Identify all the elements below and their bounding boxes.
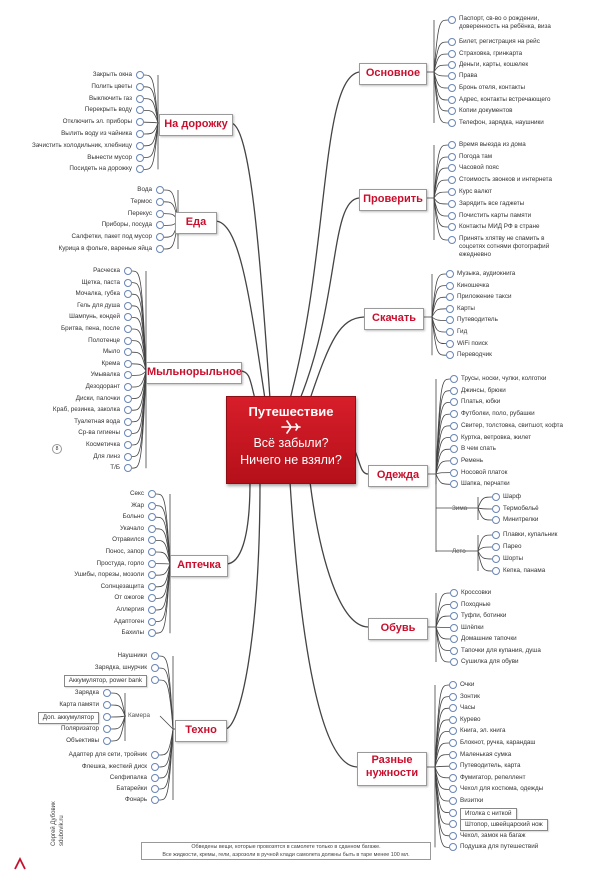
item-mylnoe: Для линз: [93, 452, 120, 460]
item-bubble-icon: [448, 72, 456, 80]
item-bubble-icon: [492, 531, 500, 539]
item-odezhda: Ремень: [461, 456, 484, 464]
item-bubble-icon: [151, 676, 159, 684]
connector-line: [436, 414, 450, 474]
item-skachat: Гид: [457, 328, 468, 335]
item-bubble-icon: [156, 198, 164, 206]
connector-line: [434, 198, 448, 227]
category-title-line: Разные: [371, 754, 413, 766]
item-bubble-icon: [446, 328, 454, 336]
connector-line: [478, 551, 492, 559]
item-aptechka: Больно: [122, 513, 144, 521]
item-proverit: Погода там: [459, 153, 493, 160]
item-skachat: Приложение такси: [457, 293, 512, 301]
item-raznye: Зонтик: [460, 692, 480, 700]
item-aptechka: Солнцезащита: [100, 582, 144, 590]
connector-line: [132, 364, 146, 371]
item-bubble-icon: [136, 142, 144, 150]
item-mylnoe: Умывалка: [90, 371, 120, 379]
item-odezhda: Свитер, толстовка, свитшот, кофта: [461, 421, 563, 429]
item-eda: Приборы, посуда: [101, 221, 152, 229]
item-mylnoe: Дезодорант: [85, 383, 120, 390]
item-tehno: Доп. аккумулятор: [38, 712, 99, 724]
item-bubble-icon: [148, 548, 156, 556]
item-raznye: Путеводитель, карта: [460, 762, 521, 770]
item-bubble-icon: [136, 130, 144, 138]
central-title: Путешествие: [248, 404, 334, 419]
item-aptechka: От ожогов: [114, 594, 144, 602]
item-tehno: Фонарь: [124, 796, 147, 803]
item-nadorozhku: Вынести мусор: [87, 153, 132, 161]
item-bubble-icon: [151, 751, 159, 759]
item-osnovnoe: Деньги, карты, кошелек: [459, 61, 529, 68]
item-tehno: Зарядка, шнурчик: [94, 664, 147, 671]
item-odezhda: Термобельё: [503, 505, 539, 512]
category-tehno: Техно: [175, 720, 227, 742]
item-mylnoe: Шампунь, кондей: [69, 313, 120, 321]
item-eda: Вода: [137, 186, 152, 193]
connector-line: [436, 474, 450, 484]
item-proverit: Часовой пояс: [459, 164, 499, 171]
author-site: sdubovik.ru: [59, 815, 65, 846]
item-bubble-icon: [450, 658, 458, 666]
connector-line: [144, 122, 158, 123]
item-bubble-icon: [449, 774, 457, 782]
item-raznye: Часы: [460, 704, 476, 712]
category-skachat: Скачать: [364, 308, 424, 330]
connector-line: [432, 309, 446, 317]
connector-line: [111, 716, 125, 717]
item-bubble-icon: [449, 681, 457, 689]
item-bubble-icon: [151, 785, 159, 793]
item-bubble-icon: [449, 797, 457, 805]
item-bubble-icon: [450, 589, 458, 597]
item-mylnoe: Бритва, пена, после: [61, 325, 120, 332]
subgroup-leto-label: Лето: [452, 548, 466, 555]
item-mylnoe: Т/Б: [110, 464, 120, 472]
item-odezhda: Парео: [503, 543, 522, 550]
item-bubble-icon: [124, 337, 132, 345]
category-osnovnoe: Основное: [359, 63, 427, 85]
item-bubble-icon: [156, 210, 164, 218]
item-bubble-icon: [492, 516, 500, 524]
connector-line: [290, 482, 357, 767]
item-bubble-icon: [136, 71, 144, 79]
item-bubble-icon: [448, 200, 456, 208]
item-mylnoe: Расческа: [93, 267, 120, 274]
central-question-2: Ничего не взяли?: [240, 453, 342, 467]
item-odezhda: Плавки, купальник: [503, 531, 558, 538]
item-eda: Курица в фольге, вареные яйца: [58, 245, 152, 252]
item-bubble-icon: [450, 601, 458, 609]
item-raznye: Чехол, замок на багаж: [460, 831, 526, 839]
item-bubble-icon: [446, 305, 454, 313]
item-aptechka: Секс: [129, 490, 144, 497]
item-bubble-icon: [124, 441, 132, 449]
item-osnovnoe: Копии документов: [459, 107, 513, 114]
item-bubble-icon: [148, 490, 156, 498]
item-mylnoe: Полотенце: [88, 336, 120, 344]
item-bubble-icon: [450, 422, 458, 430]
footer-note-line-1: Обведены вещи, которые провозятся в самолете только в сданном багаже.: [191, 844, 381, 850]
item-bubble-icon: [450, 612, 458, 620]
item-proverit: Время выезда из дома: [459, 141, 526, 148]
item-bubble-icon: [448, 236, 456, 244]
item-proverit: Курс валют: [459, 188, 493, 195]
connector-line: [354, 449, 368, 474]
item-bubble-icon: [124, 360, 132, 368]
item-odezhda: Трусы, носки, чулки, колготки: [461, 375, 547, 382]
item-bubble-icon: [124, 267, 132, 275]
item-eda: Салфетки, пакет под мусор: [71, 233, 152, 241]
item-odezhda: Платья, юбки: [461, 398, 501, 406]
category-proverit: Проверить: [359, 189, 427, 211]
item-proverit: Контакты МИД РФ в стране: [459, 223, 540, 230]
item-bubble-icon: [448, 188, 456, 196]
item-mylnoe: Краб, резинка, заколка: [52, 406, 120, 414]
item-osnovnoe: Права: [459, 72, 478, 79]
item-bubble-icon: [103, 701, 111, 709]
connector-line: [436, 627, 450, 628]
item-skachat: Путеводитель: [457, 316, 498, 324]
connector-line: [231, 123, 270, 399]
item-mylnoe: Мочалка, губка: [75, 290, 120, 298]
item-bubble-icon: [448, 61, 456, 69]
author-name: Сергей Дубовик: [51, 801, 57, 846]
item-tehno: Объективы: [66, 737, 99, 744]
connector-line: [432, 317, 446, 344]
item-mylnoe: Туалетная вода: [74, 417, 120, 425]
item-bubble-icon: [136, 154, 144, 162]
item-raznye: Иголка с ниткой: [460, 808, 517, 820]
item-bubble-icon: [450, 375, 458, 383]
item-osnovnoe: Телефон, зарядка, наушники: [459, 119, 544, 126]
logo-icon: [12, 856, 28, 872]
item-raznye: Маленькая сумка: [460, 750, 512, 758]
connector-line: [434, 72, 448, 76]
connector-line: [434, 198, 448, 204]
author-credit: [50, 801, 66, 846]
connector-line: [159, 656, 173, 729]
item-raznye: Фумигатор, репеллент: [460, 773, 526, 781]
item-raznye: Подушка для путешествий: [460, 843, 539, 851]
item-osnovnoe: Бронь отеля, контакты: [459, 84, 526, 91]
category-odezhda: Одежда: [368, 465, 428, 487]
item-bubble-icon: [124, 302, 132, 310]
item-odezhda: Шарф: [503, 493, 521, 500]
item-bubble-icon: [124, 325, 132, 333]
item-raznye: Очки: [460, 681, 475, 688]
connector-line: [156, 506, 170, 564]
item-bubble-icon: [448, 223, 456, 231]
item-tehno: Поляризатор: [60, 725, 99, 732]
item-osnovnoe: Паспорт, св-во о рождении, доверенность на ребёнка, виза: [459, 15, 551, 30]
item-bubble-icon: [448, 164, 456, 172]
connector-line: [310, 317, 364, 399]
item-bubble-icon: [151, 763, 159, 771]
item-bubble-icon: [448, 141, 456, 149]
item-bubble-icon: [148, 502, 156, 510]
item-bubble-icon: [124, 453, 132, 461]
item-mylnoe: Крема: [101, 359, 120, 367]
item-bubble-icon: [148, 525, 156, 533]
item-raznye: Курево: [460, 715, 481, 723]
connector-line: [225, 482, 260, 729]
connector-line: [435, 766, 449, 767]
connector-line: [240, 371, 255, 399]
item-skachat: Музыка, аудиокнига: [457, 270, 516, 277]
item-proverit: Принять хлятву не спамить в соцсетях сотнями фотографий ежедневно: [459, 235, 550, 258]
item-bubble-icon: [148, 606, 156, 614]
item-nadorozhku: Зачистить холодильник, хлебницу: [32, 141, 132, 149]
item-odezhda: Футболки, поло, рубашки: [461, 410, 535, 418]
item-mylnoe: Косметичка: [85, 441, 120, 448]
item-bubble-icon: [492, 555, 500, 563]
item-skachat: WiFi поиск: [457, 339, 488, 347]
central-question-1: Всё забыли?: [253, 436, 329, 450]
item-aptechka: Отравился: [112, 536, 144, 544]
footer-note-line-2: Все жидкости, кремы, гели, аэрозоли в ручной клади самолета должны быть в таре менее 100 мл.: [162, 852, 410, 858]
category-mylnoe: Мыльнорыльное: [146, 362, 242, 384]
item-bubble-icon: [450, 434, 458, 442]
item-aptechka: Ушибы, порезы, мозоли: [74, 571, 144, 579]
connector-line: [434, 65, 448, 72]
item-tehno: Адаптер для сети, тройник: [68, 751, 147, 758]
item-mylnoe: Мыло: [102, 348, 120, 356]
item-obuv: Кроссовки: [461, 589, 492, 596]
item-mylnoe: Ср-ва гигиены: [78, 429, 120, 437]
item-bubble-icon: [103, 725, 111, 733]
connector-line: [432, 274, 446, 317]
item-raznye: Чехол для костюма, одежды: [460, 785, 544, 793]
item-bubble-icon: [448, 119, 456, 127]
item-bubble-icon: [449, 739, 457, 747]
connector-line: [478, 535, 492, 551]
item-obuv: Сушилка для обуви: [461, 658, 519, 665]
item-bubble-icon: [492, 567, 500, 575]
connector-line: [435, 708, 449, 767]
item-bubble-icon: [492, 493, 500, 501]
item-eda: Термос: [130, 197, 152, 205]
item-bubble-icon: [446, 270, 454, 278]
item-bubble-icon: [136, 95, 144, 103]
item-nadorozhku: Полить цветы: [91, 82, 132, 90]
item-aptechka: Бахилы: [121, 629, 144, 637]
connector-line: [432, 286, 446, 317]
item-obuv: Шлёпки: [461, 623, 484, 631]
item-tehno: Селфипалка: [109, 774, 147, 781]
item-bubble-icon: [446, 340, 454, 348]
category-eda: Еда: [175, 212, 217, 234]
connector-line: [478, 547, 492, 551]
item-bubble-icon: [124, 383, 132, 391]
item-bubble-icon: [151, 796, 159, 804]
connector-line: [434, 192, 448, 198]
item-odezhda: Шапка, перчатки: [461, 480, 510, 488]
category-obuv: Обувь: [368, 618, 428, 640]
category-title-line: нужности: [365, 767, 419, 779]
item-bubble-icon: [450, 469, 458, 477]
item-tehno: Наушники: [117, 652, 147, 659]
item-odezhda: Шорты: [503, 555, 524, 562]
item-odezhda: Кепка, панама: [503, 567, 546, 574]
item-bubble-icon: [448, 38, 456, 46]
item-raznye: Визитки: [460, 797, 484, 804]
central-topic: [226, 396, 356, 484]
connector-line: [478, 508, 492, 520]
item-obuv: Тапочки для купания, душа: [461, 646, 541, 654]
item-mylnoe: Диски, палочки: [75, 394, 120, 402]
item-odezhda: Куртка, ветровка, жилет: [461, 433, 532, 441]
item-nadorozhku: Посидеть на дорожку: [69, 165, 132, 173]
item-osnovnoe: Билет, регистрация на рейс: [459, 38, 540, 45]
item-odezhda: Минитрелки: [503, 516, 539, 523]
item-nadorozhku: Отключить эл. приборы: [62, 118, 132, 126]
connector-line: [310, 482, 368, 627]
category-raznye: [357, 752, 427, 786]
item-tehno: Флешка, жесткий диск: [81, 763, 147, 770]
item-skachat: Карты: [457, 304, 475, 312]
item-bubble-icon: [449, 832, 457, 840]
item-raznye: Блокнот, ручка, карандаш: [460, 739, 536, 746]
item-proverit: Почистить карты памяти: [459, 212, 532, 219]
item-tehno: Зарядка: [74, 689, 99, 696]
connector-line: [290, 72, 359, 399]
item-aptechka: Аллергия: [116, 606, 144, 613]
item-bubble-icon: [492, 543, 500, 551]
item-bubble-icon: [450, 387, 458, 395]
connector-line: [132, 371, 146, 375]
item-eda: Перекус: [127, 209, 152, 217]
item-bubble-icon: [446, 282, 454, 290]
item-bubble-icon: [148, 618, 156, 626]
item-bubble-icon: [103, 689, 111, 697]
item-aptechka: Понос, запор: [105, 548, 144, 555]
item-aptechka: Укачало: [119, 524, 144, 532]
badge-count: 8: [52, 444, 62, 454]
item-bubble-icon: [450, 647, 458, 655]
item-odezhda: Носовой платок: [461, 468, 508, 476]
item-bubble-icon: [136, 83, 144, 91]
item-obuv: Походные: [461, 600, 491, 608]
category-nadorozhku: На дорожку: [159, 114, 233, 136]
item-bubble-icon: [450, 457, 458, 465]
item-bubble-icon: [124, 418, 132, 426]
item-proverit: Зарядить все гаджеты: [459, 200, 525, 207]
item-bubble-icon: [151, 652, 159, 660]
item-bubble-icon: [124, 395, 132, 403]
airplane-icon: [281, 420, 301, 434]
item-bubble-icon: [148, 583, 156, 591]
item-bubble-icon: [151, 664, 159, 672]
item-bubble-icon: [450, 624, 458, 632]
footer-note: [141, 842, 431, 860]
subgroup-kamera-label: Камера: [128, 712, 151, 719]
item-aptechka: Адаптоген: [113, 617, 144, 625]
item-bubble-icon: [148, 560, 156, 568]
item-bubble-icon: [156, 186, 164, 194]
item-skachat: Киношечка: [457, 281, 490, 289]
item-osnovnoe: Адрес, контакты встречающего: [459, 96, 551, 103]
item-mylnoe: Гель для душа: [77, 301, 120, 309]
connector-line: [300, 198, 359, 399]
item-bubble-icon: [448, 212, 456, 220]
item-bubble-icon: [448, 176, 456, 184]
item-bubble-icon: [103, 713, 111, 721]
connector-line: [144, 123, 158, 169]
item-mylnoe: Щетка, паста: [81, 278, 120, 286]
item-nadorozhku: Вылить воду из чайника: [61, 130, 132, 137]
item-tehno: Батарейки: [116, 785, 147, 792]
item-skachat: Переводчик: [457, 351, 492, 359]
item-odezhda: В чем спать: [461, 445, 496, 453]
item-bubble-icon: [449, 693, 457, 701]
connector-line: [432, 317, 446, 320]
connector-line: [478, 497, 492, 508]
item-odezhda: Джинсы, брюки: [461, 386, 506, 394]
item-bubble-icon: [124, 279, 132, 287]
item-bubble-icon: [103, 737, 111, 745]
item-bubble-icon: [492, 505, 500, 513]
category-aptechka: Аптечка: [170, 555, 228, 577]
connector-line: [159, 668, 173, 729]
item-bubble-icon: [449, 809, 457, 817]
item-nadorozhku: Перекрыть воду: [84, 106, 132, 114]
item-nadorozhku: Выключить газ: [89, 94, 132, 102]
item-bubble-icon: [450, 635, 458, 643]
connector-line: [160, 716, 173, 729]
item-bubble-icon: [448, 153, 456, 161]
item-tehno: Карта памяти: [59, 701, 99, 708]
item-osnovnoe: Страховка, гринкарта: [459, 50, 523, 57]
connector-line: [226, 482, 250, 564]
item-obuv: Туфли, ботинки: [461, 612, 507, 619]
item-nadorozhku: Закрыть окна: [92, 71, 132, 78]
item-tehno: Аккумулятор, power bank: [64, 675, 147, 687]
subgroup-zima-label: Зима: [452, 505, 468, 512]
item-proverit: Стоимость звонков и интернета: [459, 176, 553, 183]
item-bubble-icon: [448, 84, 456, 92]
item-bubble-icon: [448, 96, 456, 104]
item-obuv: Домашние тапочки: [461, 635, 517, 642]
item-aptechka: Простуда, горло: [96, 559, 144, 567]
item-bubble-icon: [156, 245, 164, 253]
item-aptechka: Жар: [131, 501, 144, 509]
item-bubble-icon: [448, 16, 456, 24]
connector-line: [436, 473, 450, 474]
item-raznye: Книга, эл. книга: [460, 727, 506, 735]
item-bubble-icon: [449, 716, 457, 724]
item-raznye: Штопор, швейцарский нож: [460, 819, 548, 831]
item-bubble-icon: [151, 774, 159, 782]
item-bubble-icon: [449, 751, 457, 759]
connector-line: [111, 693, 125, 716]
item-bubble-icon: [448, 107, 456, 115]
connector-line: [478, 508, 492, 509]
item-bubble-icon: [448, 50, 456, 58]
